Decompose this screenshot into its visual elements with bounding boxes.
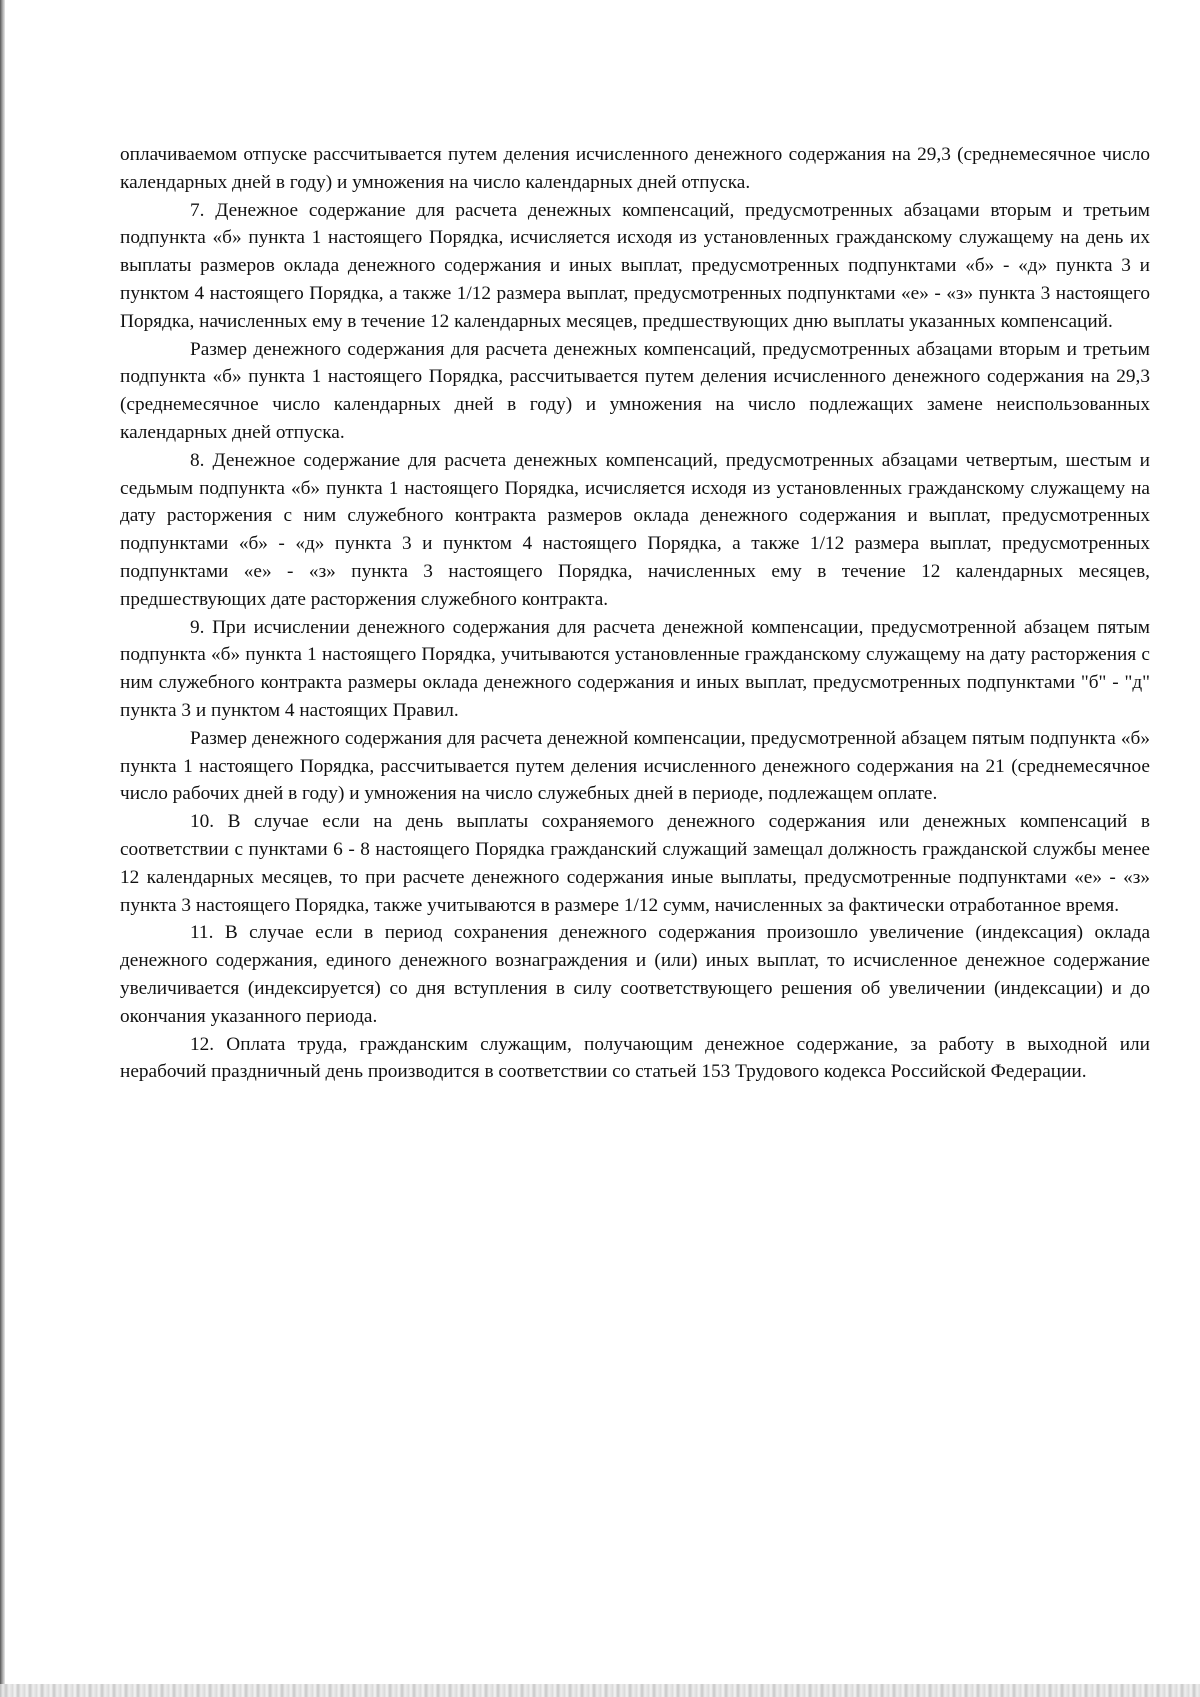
paragraph-continuation: оплачиваемом отпуске рассчитывается путем деления исчисленного денежного содержания на 29,3 (среднемесячное число календарных дней в году) и умножения на число календарных дней отпуска. — [120, 144, 1150, 193]
document-body — [120, 141, 1150, 1086]
paragraph-item-7-size: Размер денежного содержания для расчета денежных компенсаций, предусмотренных абзацами вторым и третьим подпункта «б» пункта 1 настоящего Порядка, рассчитывается путем деления исчисленного денежного содержания на 29,3 (среднемесячное число календарных дней в году) и умножения на число подлежащих замене неиспользованных календарных дней отпуска. — [120, 338, 1150, 443]
scan-left-edge — [0, 0, 5, 1697]
paragraph-item-9: 9. При исчислении денежного содержания для расчета денежной компенсации, предусмотренной абзацем пятым подпункта «б» пункта 1 настоящего Порядка, учитываются установленные гражданскому служащему на дату расторжения с ним служебного контракта размеры оклада денежного содержания и иных выплат, предусмотренных подпунктами "б" - "д" пункта 3 и пунктом 4 настоящих Правил. — [120, 616, 1150, 721]
paragraph-item-7: 7. Денежное содержание для расчета денежных компенсаций, предусмотренных абзацами вторым и третьим подпункта «б» пункта 1 настоящего Порядка, исчисляется исходя из установленных гражданскому служащему на день их выплаты размеров оклада денежного содержания и иных выплат, предусмотренных подпунктами «б» - «д» пункта 3 и пунктом 4 настоящего Порядка, а также 1/12 размера выплат, предусмотренных подпунктами «е» - «з» пункта 3 настоящего Порядка, начисленных ему в течение 12 календарных месяцев, предшествующих дню выплаты указанных компенсаций. — [120, 199, 1150, 332]
paragraph-item-8: 8. Денежное содержание для расчета денежных компенсаций, предусмотренных абзацами четвертым, шестым и седьмым подпункта «б» пункта 1 настоящего Порядка, исчисляется исходя из установленных гражданскому служащему на дату расторжения с ним служебного контракта размеров оклада денежного содержания и выплат, предусмотренных подпунктами «б» - «д» пункта 3 и пунктом 4 настоящего Порядка, а также 1/12 размера выплат, предусмотренных подпунктами «е» - «з» пункта 3 настоящего Порядка, начисленных ему в течение 12 календарных месяцев, предшествующих дате расторжения служебного контракта. — [120, 449, 1150, 610]
paragraph-item-12: 12. Оплата труда, гражданским служащим, получающим денежное содержание, за работу в выходной или нерабочий праздничный день производится в соответствии со статьей 153 Трудового кодекса Российской Федерации. — [120, 1033, 1150, 1083]
paragraph-item-10: 10. В случае если на день выплаты сохраняемого денежного содержания или денежных компенсаций в соответствии с пунктами 6 - 8 настоящего Порядка гражданский служащий замещал должность гражданской службы менее 12 календарных месяцев, то при расчете денежного содержания иные выплаты, предусмотренные подпунктами «е» - «з» пункта 3 настоящего Порядка, также учитываются в размере 1/12 сумм, начисленных за фактически отработанное время. — [120, 811, 1150, 916]
paragraph-item-11: 11. В случае если в период сохранения денежного содержания произошло увеличение (индексация) оклада денежного содержания, единого денежного вознаграждения и (или) иных выплат, то исчисленное денежное содержание увеличивается (индексируется) со дня вступления в силу соответствующего решения об увеличении (индексации) и до окончания указанного периода. — [120, 922, 1150, 1027]
scan-bottom-edge — [0, 1684, 1200, 1697]
paragraph-item-9-size: Размер денежного содержания для расчета денежной компенсации, предусмотренной абзацем пятым подпункта «б» пункта 1 настоящего Порядка, рассчитывается путем деления исчисленного денежного содержания на 21 (среднемесячное число рабочих дней в году) и умножения на число служебных дней в периоде, подлежащем оплате. — [120, 727, 1150, 805]
